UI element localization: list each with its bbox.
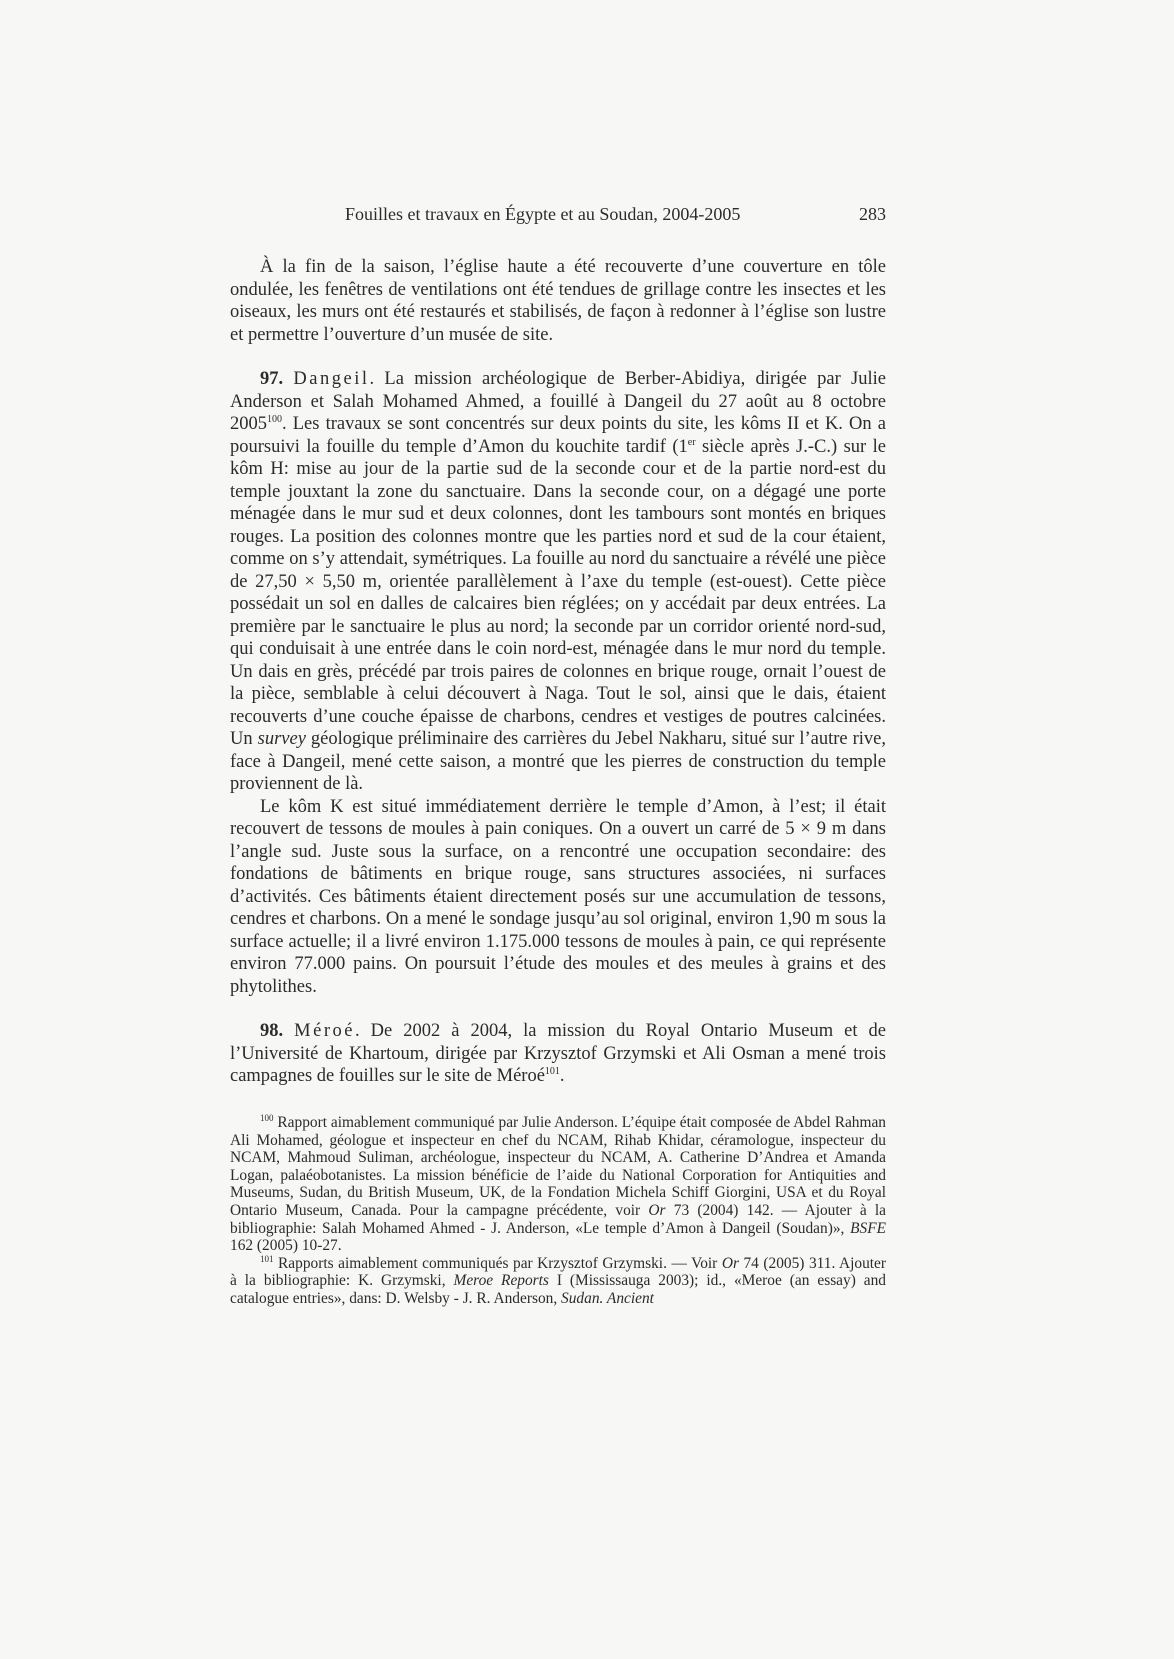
running-title: Fouilles et travaux en Égypte et au Soudan, 2004-2005: [345, 204, 741, 224]
footnote-101-meroe-reports: Meroe Reports: [453, 1272, 549, 1290]
section-98-paragraph: [230, 1020, 886, 1088]
footnote-100-text-c: 162 (2005) 10-27.: [230, 1237, 342, 1255]
footnote-ref-100: 100: [267, 413, 282, 425]
main-text: [230, 256, 886, 1088]
footnote-100-text-a: Rapport aimablement communiqué par Julie Anderson. L’équipe était composée de Abdel Rahman Ali Mohamed, géologue et inspecteur en chef du NCAM, Rihab Khidar, céramologue, inspecteur du NCAM, Mahmoud Suliman, archéologue, inspecteur du NCAM, A. Catherine D’Andrea et Amanda Logan, palaéobotanistes. La mission bénéficie de l’aide du National Corporation for Antiquities and Museums, Sudan, du British Museum, UK, de la Fondation Michela Schiff Giorgini, USA et du Royal Ontario Museum, Canada. Pour la campagne précédente, voir: [230, 1114, 886, 1219]
survey-word: survey: [257, 729, 306, 749]
section-97-paragraph-2: [230, 796, 886, 999]
century-superscript: er: [687, 436, 696, 448]
footnote-100: [230, 1114, 886, 1255]
section-98-number: 98.: [260, 1021, 284, 1041]
section-97-text-d: géologique préliminaire des carrières du Jebel Nakharu, situé sur l’autre rive, face à Dangeil, mené cette saison, a montré que les pierres de construction du temple proviennent de là.: [230, 729, 886, 794]
footnote-101: [230, 1255, 886, 1308]
section-97-text-b: . Les travaux se sont concentrés sur deux points du site, les kôms II et K. On a poursuivi la fouille du temple d’Amon du kouchite tardif (1: [230, 414, 886, 457]
footnote-100-mark: 100: [260, 1112, 274, 1123]
footnote-101-text-c: I (Mississauga 2003); id., «Meroe (an essay) and catalogue entries», dans: D. Welsby - J. R. Anderson,: [230, 1272, 886, 1307]
footnotes: [230, 1114, 886, 1308]
section-97-text-p2: Le kôm K est situé immédiatement derrière le temple d’Amon, à l’est; il était recouvert de tessons de moules à pain coniques. On a ouvert un carré de 5 × 9 m dans l’angle sud. Juste sous la surface, on a rencontré une occupation secondaire: des fondations de bâtiments en brique rouge, sans structures associées, ni surfaces d’activités. Ces bâtiments étaient directement posés sur une accumulation de tessons, cendres et charbons. On a mené le sondage jusqu’au sol original, environ 1,90 m sous la surface actuelle; il a livré environ 1.175.000 tessons de moules à pain, ce qui représente environ 77.000 pains. On poursuit l’étude des moules et des meules à grains et des phytolithes.: [230, 796, 886, 997]
footnote-100-or: Or: [648, 1201, 666, 1219]
footnote-101-or: Or: [721, 1254, 739, 1272]
footnote-100-text-b: 73 (2004) 142. — Ajouter à la bibliographie: Salah Mohamed Ahmed - J. Anderson, «Le temple d’Amon à Dangeil (Soudan)»,: [230, 1201, 886, 1237]
footnote-101-sudan-ancient: Sudan. Ancient: [561, 1289, 654, 1307]
footnote-100-bsfe: BSFE: [850, 1219, 886, 1237]
section-97-text-a: . La mission archéologique de Berber-Abidiya, dirigée par Julie Anderson et Salah Mohamed Ahmed, a fouillé à Dangeil du 27 août au 8 octobre 2005: [230, 369, 887, 434]
section-97-text-c: siècle après J.-C.) sur le kôm H: mise au jour de la partie sud de la seconde cour et de la partie nord-est du temple jouxtant la zone du sanctuaire. Dans la seconde cour, on a dégagé une porte ménagée dans le mur sud et deux colonnes, dont les tambours sont montés en briques rouges. La position des colonnes montre que les parties nord et sud de la cour étaient, comme on s’y attendait, symétriques. La fouille au nord du sanctuaire a révélé une pièce de 27,50 × 5,50 m, orientée parallèlement à l’axe du temple (est-ouest). Cette pièce possédait un sol en dalles de calcaires bien réglées; on y accédait par deux entrées. La première par le sanctuaire le plus au nord; la seconde par un corridor orienté nord-sud, qui conduisait à une entrée dans le coin nord-est, ménagée dans le mur nord du temple. Un dais en grès, précédé par trois paires de colonnes en brique rouge, ornait l’ouest de la pièce, semblable à celui découvert à Naga. Tout le sol, ainsi que le dais, étaient recouverts d’une couche épaisse de charbons, cendres et vestiges de poutres calcinées. Un: [230, 436, 886, 749]
footnote-101-text-a: Rapports aimablement communiqués par Krzysztof Grzymski. — Voir: [273, 1254, 722, 1272]
footnote-ref-101: 101: [544, 1065, 560, 1077]
section-97-number: 97.: [260, 369, 284, 389]
section-98-site: Méroé: [294, 1021, 355, 1041]
intro-paragraph: [230, 256, 886, 346]
intro-text: À la fin de la saison, l’église haute a été recouverte d’une couverture en tôle ondulée, les fenêtres de ventilations ont été tendues de grillage contre les insectes et les oiseaux, les murs ont été restaurés et stabilisés, de façon à redonner à l’église son lustre et permettre l’ouverture d’un musée de site.: [230, 257, 886, 345]
page-number: 283: [859, 204, 886, 224]
footnote-101-text-b: 74 (2005) 311. Ajouter à la bibliographie: K. Grzymski,: [230, 1254, 886, 1290]
section-97-paragraph: [230, 368, 886, 796]
footnote-101-mark: 101: [260, 1253, 274, 1264]
section-98-text-b: .: [559, 1066, 565, 1086]
section-97-site: Dangeil: [293, 369, 370, 389]
section-98-text-a: . De 2002 à 2004, la mission du Royal Ontario Museum et de l’Université de Khartoum, dirigée par Krzysztof Grzymski et Ali Osman a mené trois campagnes de fouilles sur le site de Méroé: [230, 1021, 887, 1086]
